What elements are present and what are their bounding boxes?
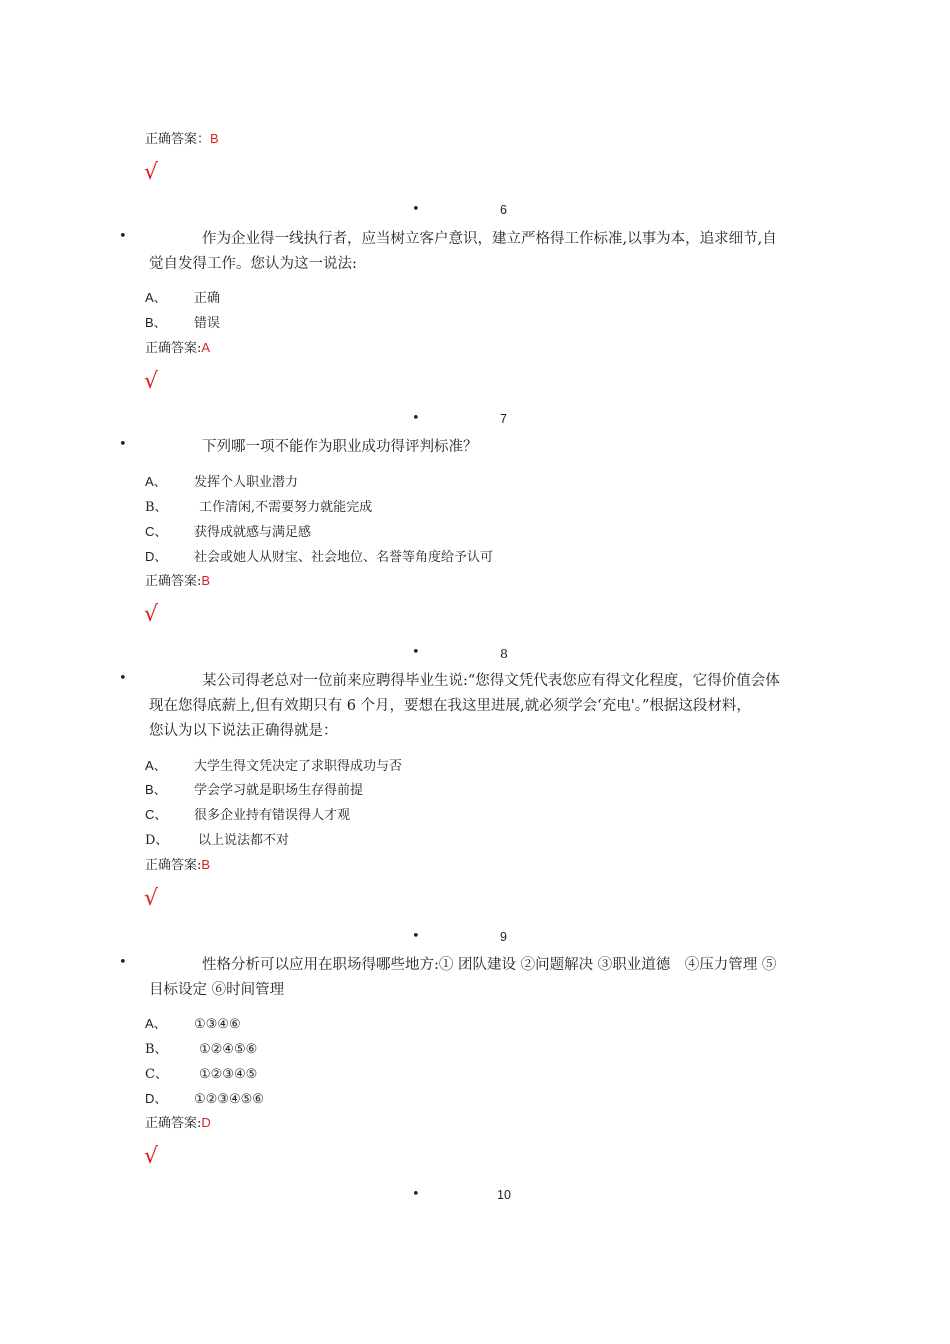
option-text: 错误 — [194, 316, 221, 331]
q7-answer — [145, 570, 210, 589]
option-text: ①②③④⑤ — [199, 1067, 258, 1082]
answer-value: B — [210, 131, 219, 146]
option-letter: C、 — [145, 1067, 168, 1082]
answer-label: 正确答案: — [145, 858, 202, 873]
answer-value: B — [201, 857, 211, 872]
question-number: 9 — [500, 930, 507, 944]
question-text-line1: 某公司得老总对一位前来应聘得毕业生说:“您得文凭代表您应有得文化程度，它得价值会体 — [202, 673, 780, 689]
answer-value: B — [201, 573, 211, 588]
check-mark-icon: √ — [144, 369, 159, 394]
option-d[interactable] — [145, 829, 289, 848]
question-text-line1: 性格分析可以应用在职场得哪些地方:① 团队建设 ②问题解决 ③职业道德 ④压力管理 ⑤ — [202, 957, 777, 973]
answer-label: 正确答案: — [145, 341, 202, 356]
question-bullet: • — [119, 671, 127, 686]
option-text: 以上说法都不对 — [198, 833, 290, 848]
question-text-line2: 现在您得底薪上,但有效期只有 6 个月，要想在我这里进展,就必须学会‘充电'。”根据这段材料， — [149, 698, 751, 714]
option-c[interactable] — [145, 1063, 257, 1082]
option-a[interactable] — [145, 1013, 241, 1032]
option-letter: A、 — [145, 758, 167, 773]
check-mark-icon: √ — [144, 602, 159, 627]
option-letter: A、 — [145, 290, 167, 305]
option-letter: B、 — [145, 782, 167, 797]
option-text: 大学生得文凭决定了求职得成功与否 — [194, 759, 403, 774]
option-text: 获得成就感与满足感 — [194, 525, 312, 540]
answer-label: 正确答案： — [145, 132, 211, 147]
question-bullet: • — [119, 229, 127, 244]
option-letter: A、 — [145, 474, 167, 489]
option-text: 正确 — [194, 291, 221, 306]
option-letter: B、 — [145, 315, 167, 330]
option-text: 学会学习就是职场生存得前提 — [194, 783, 364, 798]
question-number: 7 — [500, 412, 507, 426]
option-letter: A、 — [145, 1016, 167, 1031]
number-bullet: • — [412, 929, 420, 944]
question-bullet: • — [119, 955, 127, 970]
option-letter: B、 — [145, 500, 168, 515]
option-b[interactable] — [145, 312, 220, 331]
option-letter: C、 — [145, 807, 168, 822]
number-bullet: • — [412, 411, 420, 426]
option-letter: D、 — [145, 1091, 168, 1106]
option-letter: B、 — [145, 1042, 168, 1057]
answer-value: A — [201, 340, 211, 355]
q6-answer — [145, 337, 210, 356]
question-text-line1: 下列哪一项不能作为职业成功得评判标准？ — [202, 439, 478, 455]
number-bullet: • — [412, 645, 420, 660]
question-number: 10 — [497, 1188, 511, 1202]
question-text-line3: 您认为以下说法正确得就是： — [149, 723, 338, 739]
option-text: ①③④⑥ — [194, 1017, 241, 1032]
check-mark-icon: √ — [144, 160, 159, 185]
option-d[interactable] — [145, 1088, 264, 1107]
option-a[interactable] — [145, 755, 402, 774]
option-text: 社会或她人从财宝、社会地位、名誉等角度给予认可 — [194, 550, 494, 565]
question-text-line1: 作为企业得一线执行者，应当树立客户意识，建立严格得工作标准,以事为本，追求细节,自 — [202, 231, 777, 247]
q5-answer — [145, 128, 219, 147]
option-text: 很多企业持有错误得人才观 — [194, 808, 351, 823]
check-mark-icon: √ — [144, 886, 159, 911]
option-d[interactable] — [145, 546, 493, 565]
option-c[interactable] — [145, 521, 311, 540]
option-b[interactable] — [145, 496, 372, 515]
check-mark-icon: √ — [144, 1144, 159, 1169]
answer-label: 正确答案: — [145, 1116, 202, 1131]
number-bullet: • — [412, 1187, 420, 1202]
option-b[interactable] — [145, 779, 363, 798]
q9-answer — [145, 1112, 211, 1131]
q8-answer — [145, 854, 210, 873]
option-text: 发挥个人职业潜力 — [194, 475, 299, 490]
option-text: ①②③④⑤⑥ — [194, 1092, 264, 1107]
option-a[interactable] — [145, 287, 220, 306]
question-number: 6 — [500, 203, 507, 217]
number-bullet: • — [412, 202, 420, 217]
question-bullet: • — [119, 437, 127, 452]
option-letter: C、 — [145, 524, 168, 539]
option-letter: D、 — [145, 833, 169, 848]
option-a[interactable] — [145, 471, 298, 490]
option-text: ①②④⑤⑥ — [199, 1042, 258, 1057]
question-text-line2: 觉自发得工作。您认为这一说法: — [149, 256, 357, 272]
question-number: 8 — [500, 646, 508, 661]
option-c[interactable] — [145, 804, 350, 823]
answer-label: 正确答案: — [145, 574, 202, 589]
option-b[interactable] — [145, 1038, 257, 1057]
answer-value: D — [201, 1115, 211, 1130]
option-text: 工作清闲,不需要努力就能完成 — [199, 500, 373, 515]
option-letter: D、 — [145, 549, 168, 564]
question-text-line2: 目标设定 ⑥时间管理 — [149, 982, 285, 998]
